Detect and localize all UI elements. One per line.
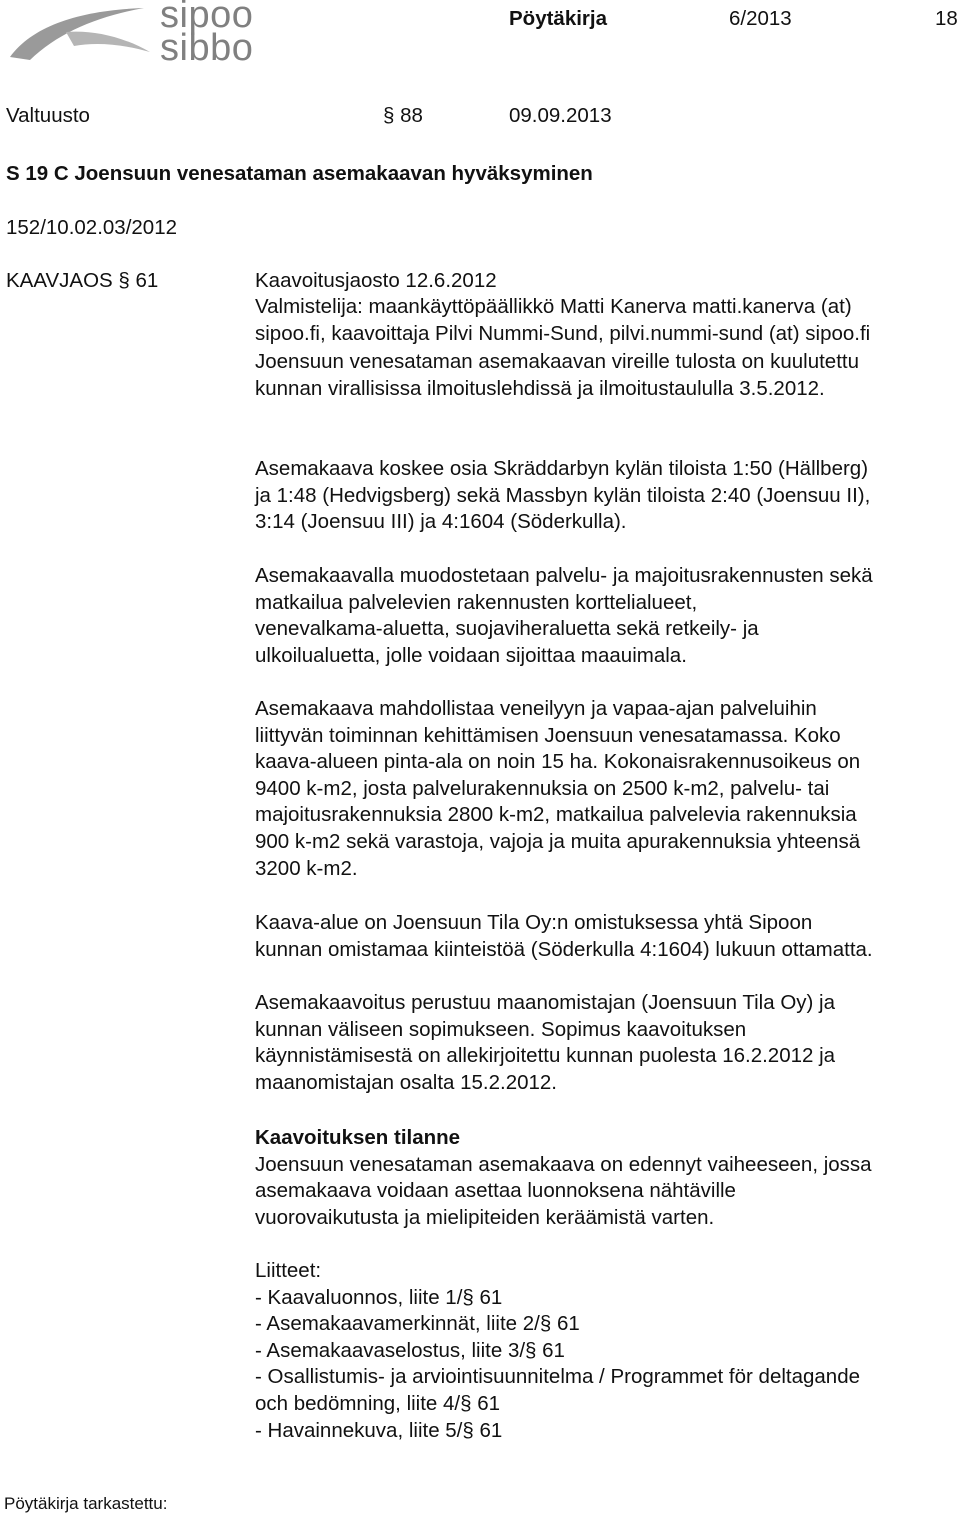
swoosh-logo-icon (4, 2, 154, 72)
text-line: 900 k-m2 sekä varastoja, vajoja ja muita apurakennuksia yhteensä (255, 829, 861, 853)
text-line: ja 1:48 (Hedvigsberg) sekä Massbyn kylän tiloista 2:40 (Joensuu II), (255, 483, 871, 507)
text-line: matkailua palvelevien rakennusten korttelialueet, (255, 590, 698, 614)
preparer-line: sipoo.fi, kaavoittaja Pilvi Nummi-Sund, pilvi.nummi-sund (at) sipoo.fi (255, 321, 871, 345)
kaavjaos-label: KAAVJAOS § 61 (6, 269, 159, 292)
diary-number: 152/10.02.03/2012 (6, 216, 177, 239)
text-line: kunnan virallisissa ilmoituslehdissä ja ilmoitustaululla 3.5.2012. (255, 376, 825, 400)
sipoo-sibbo-logo (4, 2, 264, 72)
text-line: 3200 k-m2. (255, 856, 358, 880)
page-title: S 19 C Joensuun venesataman asemakaavan hyväksyminen (6, 162, 593, 185)
paragraph-blocks (255, 563, 960, 669)
text-line: kunnan väliseen sopimukseen. Sopimus kaavoituksen (255, 1017, 747, 1041)
paragraph-area (255, 456, 960, 536)
text-line: Asemakaava koskee osia Skräddarbyn kylän tiloista 1:50 (Hällberg) (255, 457, 869, 480)
preparer-line: Valmistelija: maankäyttöpäällikkö Matti Kanerva matti.kanerva (at) (255, 295, 852, 318)
status-heading: Kaavoituksen tilanne (255, 1126, 461, 1149)
text-line: 9400 k-m2, josta palvelurakennuksia on 2500 k-m2, palvelu- tai (255, 776, 830, 800)
attachment-item: - Osallistumis- ja arviointisuunnitelma / Programmet för deltagande (255, 1365, 861, 1389)
meeting-date: 09.09.2013 (509, 104, 612, 127)
paragraph-ownership (255, 910, 960, 963)
attachments-section (255, 1258, 960, 1444)
paragraph-development (255, 696, 960, 882)
text-line: käynnistämisestä on allekirjoitettu kunnan puolesta 16.2.2012 ja (255, 1044, 836, 1068)
attachment-item: - Kaavaluonnos, liite 1/§ 61 (255, 1285, 503, 1309)
footer-reviewed-label: Pöytäkirja tarkastettu: (4, 1494, 168, 1513)
attachment-item: - Asemakaavamerkinnät, liite 2/§ 61 (255, 1312, 580, 1336)
text-line: venevalkama-aluetta, suojaviheraluetta sekä retkeily- ja (255, 617, 759, 641)
meeting-body: Valtuusto (6, 104, 90, 127)
text-line: liittyvän toiminnan kehittämisen Joensuun venesatamassa. Koko (255, 723, 841, 747)
text-line: Kaava-alue on Joensuun Tila Oy:n omistuksessa yhtä Sipoon (255, 911, 813, 934)
issue-number: 6/2013 (729, 7, 792, 30)
text-line: vuorovaikutusta ja mielipiteiden keräämistä varten. (255, 1205, 715, 1229)
status-section (255, 1125, 960, 1231)
text-line: 3:14 (Joensuu III) ja 4:1604 (Söderkulla). (255, 510, 627, 534)
kaavjaos-meeting: Kaavoitusjaosto 12.6.2012 (255, 269, 497, 292)
text-line: Joensuun venesataman asemakaava on edennyt vaiheeseen, jossa (255, 1152, 872, 1176)
text-line: Asemakaava mahdollistaa veneilyyn ja vapaa-ajan palveluihin (255, 697, 817, 720)
doc-type: Pöytäkirja (509, 7, 607, 30)
page-number: 18 (935, 7, 958, 30)
attachment-item: - Asemakaavaselostus, liite 3/§ 61 (255, 1338, 565, 1362)
logo-line-sipoo: sipoo (160, 0, 254, 36)
text-line: majoitusrakennuksia 2800 k-m2, matkailua palvelevia rakennuksia (255, 803, 857, 827)
text-line: asemakaava voidaan asettaa luonnoksena nähtäville (255, 1179, 736, 1203)
preparer-block (255, 294, 960, 347)
text-line: maanomistajan osalta 15.2.2012. (255, 1070, 558, 1094)
attachment-item: - Havainnekuva, liite 5/§ 61 (255, 1418, 503, 1442)
logo-text (160, 0, 254, 69)
attachment-item: och bedömning, liite 4/§ 61 (255, 1391, 501, 1415)
text-line: Asemakaavalla muodostetaan palvelu- ja majoitusrakennusten sekä (255, 564, 873, 587)
text-line: Joensuun venesataman asemakaavan vireille tulosta on kuulutettu (255, 350, 859, 373)
logo-line-sibbo: sibbo (160, 27, 254, 69)
text-line: Asemakaavoitus perustuu maanomistajan (Joensuun Tila Oy) ja (255, 991, 835, 1014)
text-line: kaava-alueen pinta-ala on noin 15 ha. Kokonaisrakennusoikeus on (255, 750, 861, 774)
text-line: ulkoilualuetta, jolle voidaan sijoittaa maauimala. (255, 643, 687, 667)
text-line: kunnan omistamaa kiinteistöä (Söderkulla 4:1604) lukuun ottamatta. (255, 937, 873, 961)
section-number: § 88 (383, 104, 423, 127)
attachments-heading: Liitteet: (255, 1259, 322, 1282)
paragraph-agreement (255, 990, 960, 1096)
paragraph-announcement (255, 349, 960, 402)
